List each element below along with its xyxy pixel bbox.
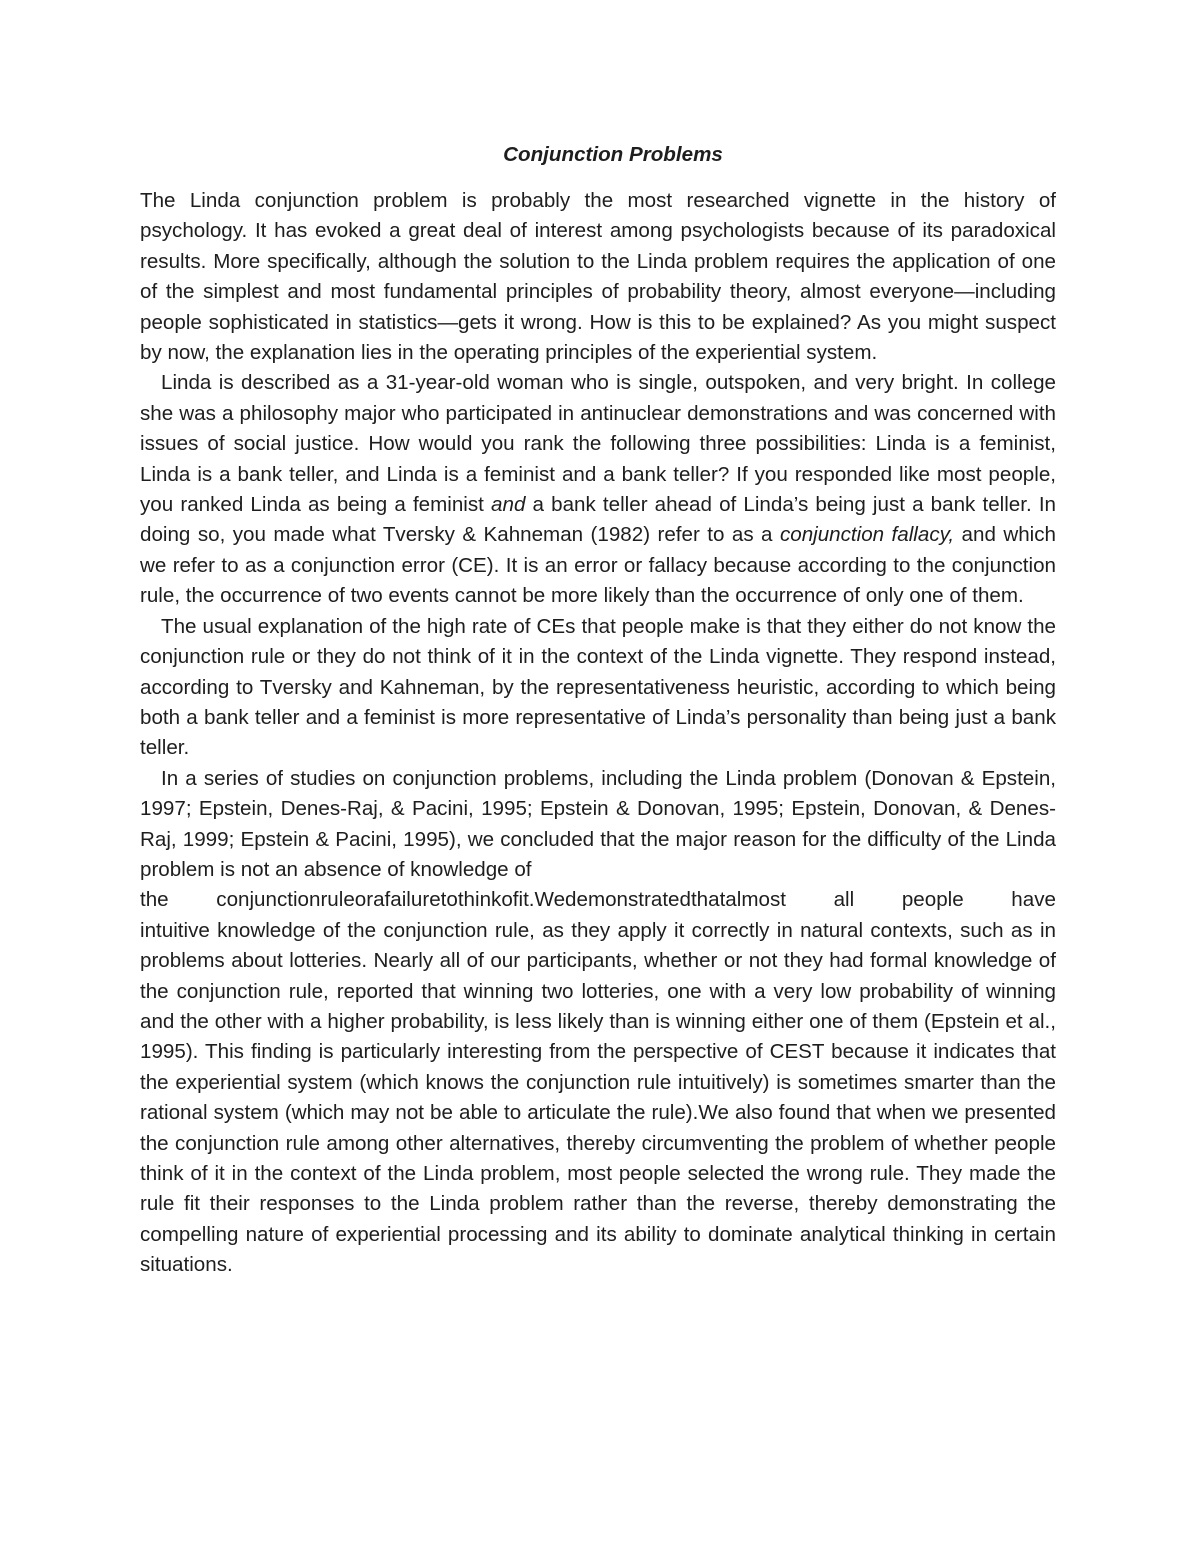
spread-word: have [1011,888,1056,912]
document-page [140,140,1056,1281]
paragraph-text: a bank teller ahead of Linda’s being just a bank teller. In doing so, you made what Tversky & Kahneman (1982) refer to as a [140,493,1056,547]
paragraph-usual-explanation: The usual explanation of the high rate of CEs that people make is that they either do not know the conjunction rule or they do not think of it in the context of the Linda vignette. They respond instead, according to Tversky and Kahneman, by the representativeness heuristic, according to which being both a bank teller and a feminist is more representative of Linda’s personality than being just a bank teller. [140,614,1056,760]
paragraph-studies-end: intuitive knowledge of the conjunction rule, as they apply it correctly in natural contexts, such as in problems about lotteries. Nearly all of our participants, whether or not they had formal knowledge of the conjunction rule, reported that winning two lotteries, one with a very low probability of winning and the other with a higher probability, is less likely than is winning either one of them (Epstein et al., 1995). This finding is particularly interesting from the perspective of CEST because it indicates that the experiential system (which knows the conjunction rule intuitively) is sometimes smarter than the rational system (which may not be able to articulate the rule).We also found that when we presented the conjunction rule among other alternatives, thereby circumventing the problem of whether people think of it in the context of the Linda problem, most people selected the wrong rule. They made the rule fit their responses to the Linda problem rather than the reverse, thereby demonstrating the compelling nature of experiential processing and its ability to dominate analytical thinking in certain situations. [140,918,1056,1277]
spread-word: people [901,888,964,912]
spread-word: conjunctionruleorafailuretothinkofit.Wedemonstratedthatalmost [216,888,786,912]
paragraph-studies-start: In a series of studies on conjunction problems, including the Linda problem (Donovan & Epstein, 1997; Epstein, Denes-Raj, & Pacini, 1995; Epstein & Donovan, 1995; Epstein, Donovan, & Denes-Raj, 1999; Epstein & Pacini, 1995), we concluded that the major reason for the difficulty of the Linda problem is not an absence of knowledge of [140,766,1056,881]
paragraph-text: and which we refer to as a conjunction error (CE). It is an error or fallacy because according to the conjunction rule, the occurrence of two events cannot be more likely than the occurrence of only one of them. [140,523,1056,608]
spread-word: all [833,888,855,912]
paragraph-linda-description [140,368,1056,611]
spread-word: the [140,888,169,912]
paragraph-studies-spread-line [140,885,1056,915]
emphasis-and: and [491,493,526,517]
document-title: Conjunction Problems [503,143,723,166]
paragraph-studies [140,764,1056,1281]
emphasis-conjunction-fallacy: conjunction fallacy, [779,523,955,547]
paragraph-text: Linda is described as a 31-year-old woman who is single, outspoken, and very bright. In college she was a philosophy major who participated in antinuclear demonstrations and was concerned with issues of social justice. How would you rank the following three possibilities: Linda is a feminist, Linda is a bank teller, and Linda is a feminist and a bank teller? If you responded like most people, you ranked Linda as being a feminist [140,371,1056,517]
paragraph-intro: The Linda conjunction problem is probably the most researched vignette in the history of psychology. It has evoked a great deal of interest among psychologists because of its paradoxical results. More specifically, although the solution to the Linda problem requires the application of one of the simplest and most fundamental principles of probability theory, almost everyone—including people sophisticated in statistics—gets it wrong. How is this to be explained? As you might suspect by now, the explanation lies in the operating principles of the experiential system. [140,189,1056,365]
